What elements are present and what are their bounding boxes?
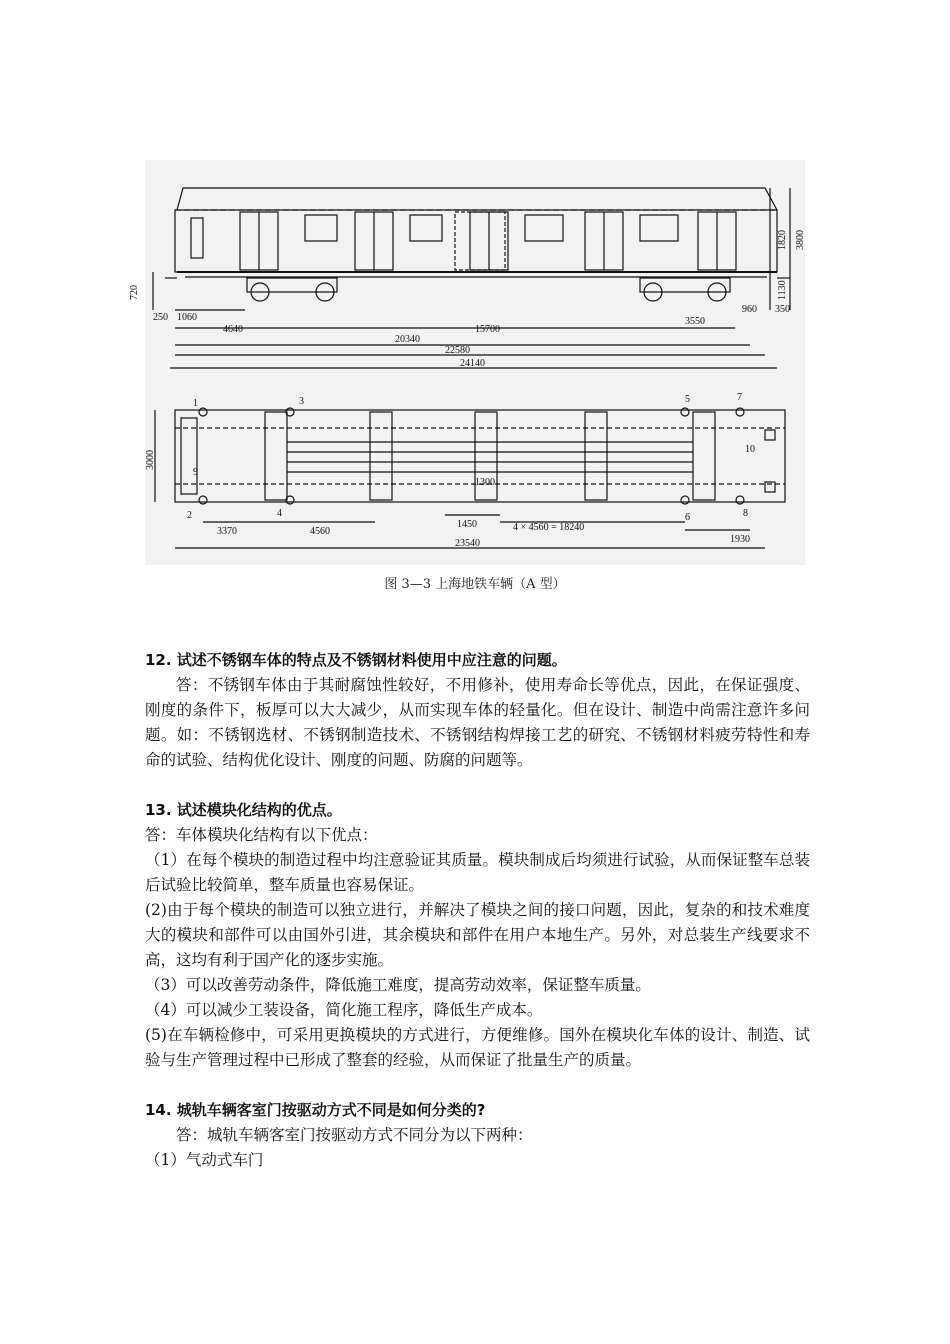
answer-14-item-1: （1）气动式车门 (145, 1151, 264, 1169)
dim-plan-3000: 3000 (145, 450, 156, 470)
answer-13-item-2: (2)由于每个模块的制造可以独立进行，并解决了模块之间的接口问题，因此，复杂的和技术难度大的模块和部件可以由国外引进，其余模块和部件在用户本地生产。另外，对总装生产线要求不高，这均有利于国产化的逐步实施。 (145, 901, 810, 969)
document-body (145, 648, 810, 1173)
dim-side-250: 250 (153, 312, 168, 323)
dim-side-4640: 4640 (223, 324, 243, 335)
dim-side-1130: 1130 (777, 280, 788, 300)
answer-12: 答：不锈钢车体由于其耐腐蚀性较好，不用修补，使用寿命长等优点，因此，在保证强度、刚度的条件下，板厚可以大大减少，从而实现车体的轻量化。但在设计、制造中尚需注意许多问题。如：不锈钢选材、不锈钢制造技术、不锈钢结构焊接工艺的研究、不锈钢材料疲劳特性和寿命的试验、结构优化设计、刚度的问题、防腐的问题等。 (145, 676, 810, 769)
dim-side-1060: 1060 (177, 312, 197, 323)
train-drawing-figure (129, 160, 806, 565)
plan-num-10: 10 (745, 444, 755, 455)
dim-plan-1930: 1930 (730, 534, 750, 545)
dim-side-960: 960 (742, 304, 757, 315)
plan-num-4: 4 (277, 508, 282, 519)
answer-13-intro: 答：车体模块化结构有以下优点： (145, 826, 378, 844)
dim-plan-1450: 1450 (457, 519, 477, 530)
dim-side-22580: 22580 (445, 345, 470, 356)
plan-num-6: 6 (685, 512, 690, 523)
question-14: 14. 城轨车辆客室门按驱动方式不同是如何分类的? (145, 1101, 486, 1119)
dim-side-15700: 15700 (475, 324, 500, 335)
dim-side-3550: 3550 (685, 316, 705, 327)
dim-side-24140: 24140 (460, 358, 485, 369)
dim-plan-3370: 3370 (217, 526, 237, 537)
question-13: 13. 试述模块化结构的优点。 (145, 801, 342, 819)
answer-14-intro: 答：城轨车辆客室门按驱动方式不同分为以下两种： (176, 1126, 533, 1144)
plan-num-1: 1 (193, 398, 198, 409)
answer-13-item-1: （1）在每个模块的制造过程中均注意验证其质量。模块制成后均须进行试验，从而保证整车总装后试验比较简单，整车质量也容易保证。 (145, 851, 810, 894)
answer-13-item-3: （3）可以改善劳动条件，降低施工难度，提高劳动效率，保证整车质量。 (145, 976, 651, 994)
train-drawing (129, 160, 806, 565)
dim-side-1820: 1820 (777, 230, 788, 250)
question-12: 12. 试述不锈钢车体的特点及不锈钢材料使用中应注意的问题。 (145, 651, 567, 669)
dim-plan-23540: 23540 (455, 538, 480, 549)
plan-num-2: 2 (187, 510, 192, 521)
dim-plan-18240: 4 × 4560 = 18240 (513, 522, 585, 533)
answer-13-item-5: (5)在车辆检修中，可采用更换模块的方式进行，方便维修。国外在模块化车体的设计、制造、试验与生产管理过程中已形成了整套的经验，从而保证了批量生产的质量。 (145, 1026, 810, 1069)
dim-plan-1300: 1300 (475, 477, 495, 488)
dim-side-350: 350 (775, 304, 790, 315)
plan-num-9: 9 (193, 467, 198, 478)
plan-num-5: 5 (685, 394, 690, 405)
plan-num-3: 3 (299, 396, 304, 407)
dim-side-720: 720 (129, 285, 140, 300)
dim-side-20340: 20340 (395, 334, 420, 345)
answer-13-item-4: （4）可以减少工装设备，简化施工程序，降低生产成本。 (145, 1001, 543, 1019)
dim-side-3800: 3800 (795, 230, 806, 250)
dim-plan-4560: 4560 (310, 526, 330, 537)
plan-num-8: 8 (743, 508, 748, 519)
figure-caption: 图 3—3 上海地铁车辆（A 型） (384, 577, 566, 592)
plan-num-7: 7 (737, 392, 742, 403)
